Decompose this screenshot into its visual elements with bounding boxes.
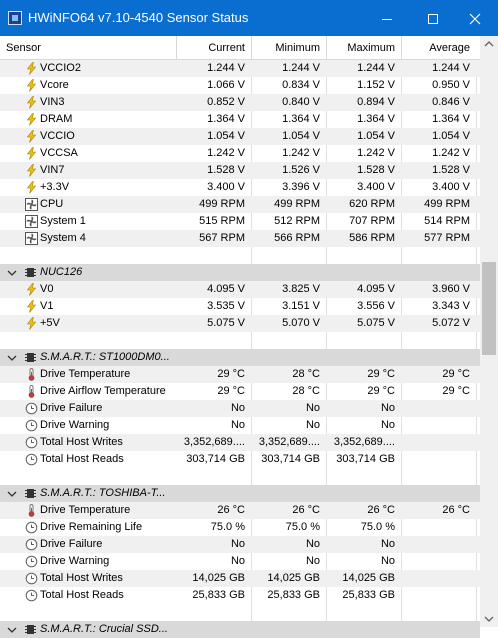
sensor-label: Drive Failure xyxy=(40,402,103,414)
average-value xyxy=(401,417,476,434)
column-header-maximum[interactable]: Maximum xyxy=(326,36,401,60)
average-value xyxy=(401,536,476,553)
voltage-icon xyxy=(25,283,38,296)
minimum-value: 566 RPM xyxy=(274,232,320,244)
minimum-value: 5.070 V xyxy=(282,317,320,329)
sensor-row[interactable] xyxy=(0,128,480,145)
sensor-label: Drive Warning xyxy=(40,419,110,431)
current-value: 1.066 V xyxy=(207,79,245,91)
maximum-value: No xyxy=(380,555,395,567)
sensor-row[interactable] xyxy=(0,179,480,196)
fan-icon xyxy=(25,232,38,245)
average-value: 5.072 V xyxy=(432,317,470,329)
voltage-icon xyxy=(25,181,38,194)
sensor-row[interactable] xyxy=(0,502,480,519)
maximum-value: 303,714 GB xyxy=(336,453,395,465)
column-header-sensor[interactable]: Sensor xyxy=(6,42,41,54)
current-value: No xyxy=(230,419,245,431)
thermometer-icon xyxy=(25,504,38,517)
fan-icon xyxy=(25,198,38,211)
chevron-down-icon[interactable] xyxy=(6,352,18,364)
chevron-down-icon xyxy=(480,610,498,627)
minimum-value: No xyxy=(305,419,320,431)
sensor-label: System 1 xyxy=(40,215,86,227)
sensor-row[interactable] xyxy=(0,434,480,451)
current-value: 75.0 % xyxy=(210,521,245,533)
sensor-label: Vcore xyxy=(40,79,69,91)
maximum-value: 25,833 GB xyxy=(342,589,395,601)
minimum-value: 3.151 V xyxy=(282,300,320,312)
maximum-value: 3.556 V xyxy=(357,300,395,312)
average-value xyxy=(401,451,476,468)
minimum-value: 28 °C xyxy=(292,368,320,380)
clock-icon xyxy=(25,572,38,585)
maximum-value: 5.075 V xyxy=(357,317,395,329)
average-value xyxy=(401,519,476,536)
window-title: HWiNFO64 v7.10-4540 Sensor Status xyxy=(28,10,249,25)
minimum-value: 1.242 V xyxy=(282,147,320,159)
sensor-row[interactable] xyxy=(0,162,480,179)
sensor-label: Total Host Writes xyxy=(40,572,123,584)
maximum-value: 0.894 V xyxy=(357,96,395,108)
minimum-value: 0.834 V xyxy=(282,79,320,91)
maximum-value: 29 °C xyxy=(367,368,395,380)
current-value: 0.852 V xyxy=(207,96,245,108)
minimum-value: 1.244 V xyxy=(282,62,320,74)
maximum-value: 1.528 V xyxy=(357,164,395,176)
vertical-scrollbar[interactable] xyxy=(480,36,498,627)
maximum-value: 1.242 V xyxy=(357,147,395,159)
current-value: 26 °C xyxy=(217,504,245,516)
maximum-value: 1.364 V xyxy=(357,113,395,125)
maximum-value: 1.152 V xyxy=(357,79,395,91)
maximum-value: No xyxy=(380,402,395,414)
current-value: 1.054 V xyxy=(207,130,245,142)
current-value: 1.364 V xyxy=(207,113,245,125)
current-value: 29 °C xyxy=(217,368,245,380)
current-value: 3.535 V xyxy=(207,300,245,312)
current-value: 4.095 V xyxy=(207,283,245,295)
clock-icon xyxy=(25,538,38,551)
clock-icon xyxy=(25,402,38,415)
sensor-row[interactable] xyxy=(0,383,480,400)
minimum-value: No xyxy=(305,402,320,414)
voltage-icon xyxy=(25,113,38,126)
average-value: 29 °C xyxy=(442,368,470,380)
maximum-value: No xyxy=(380,419,395,431)
sensor-group-title: S.M.A.R.T.: ST1000DM0... xyxy=(40,351,170,363)
sensor-row[interactable] xyxy=(0,196,480,213)
average-value: 29 °C xyxy=(442,385,470,397)
clock-icon xyxy=(25,521,38,534)
average-value: 26 °C xyxy=(442,504,470,516)
sensor-label: CPU xyxy=(40,198,64,210)
maximum-value: 29 °C xyxy=(367,385,395,397)
sensor-row[interactable] xyxy=(0,298,480,315)
sensor-label: System 4 xyxy=(40,232,86,244)
scrollbar-thumb[interactable] xyxy=(482,262,496,355)
app-icon xyxy=(8,11,22,25)
minimum-value: 0.840 V xyxy=(282,96,320,108)
sensor-label: DRAM xyxy=(40,113,73,125)
minimum-value: No xyxy=(305,538,320,550)
current-value: No xyxy=(230,555,245,567)
voltage-icon xyxy=(25,130,38,143)
sensor-row[interactable] xyxy=(0,417,480,434)
voltage-icon xyxy=(25,147,38,160)
chevron-down-icon[interactable] xyxy=(6,267,18,279)
minimum-value: 1.526 V xyxy=(282,164,320,176)
average-value xyxy=(401,400,476,417)
sensor-label: Drive Temperature xyxy=(40,368,131,380)
sensor-label: Drive Airflow Temperature xyxy=(40,385,166,397)
chip-icon xyxy=(24,487,37,500)
average-value xyxy=(401,434,476,451)
average-value: 499 RPM xyxy=(424,198,470,210)
average-value: 3.960 V xyxy=(432,283,470,295)
clock-icon xyxy=(25,555,38,568)
maximum-value: 3.400 V xyxy=(357,181,395,193)
sensor-row[interactable] xyxy=(0,145,480,162)
average-value: 1.364 V xyxy=(432,113,470,125)
voltage-icon xyxy=(25,96,38,109)
minimum-value: 499 RPM xyxy=(274,198,320,210)
current-value: 1.244 V xyxy=(207,62,245,74)
sensor-label: VCCIO2 xyxy=(40,62,81,74)
fan-icon xyxy=(25,215,38,228)
sensor-group-row[interactable] xyxy=(0,349,480,366)
thermometer-icon xyxy=(25,385,38,398)
sensor-group-title: S.M.A.R.T.: Crucial SSD... xyxy=(40,623,168,635)
minimum-value: 1.054 V xyxy=(282,130,320,142)
sensor-row[interactable] xyxy=(0,366,480,383)
maximum-value: 707 RPM xyxy=(349,215,395,227)
minimum-value: 3.825 V xyxy=(282,283,320,295)
sensor-row[interactable] xyxy=(0,536,480,553)
maximum-value: 586 RPM xyxy=(349,232,395,244)
spacer-row xyxy=(0,604,480,621)
sensor-group-title: NUC126 xyxy=(40,266,83,278)
maximum-value: 3,352,689.... xyxy=(333,436,395,448)
chevron-down-icon[interactable] xyxy=(6,624,18,636)
spacer-row xyxy=(0,332,480,349)
current-value: No xyxy=(230,402,245,414)
average-value: 1.242 V xyxy=(432,147,470,159)
sensor-row[interactable] xyxy=(0,77,480,94)
sensor-list[interactable] xyxy=(0,60,480,635)
maximum-value: 4.095 V xyxy=(357,283,395,295)
current-value: 567 RPM xyxy=(199,232,245,244)
minimum-value: 3,352,689.... xyxy=(258,436,320,448)
current-value: 25,833 GB xyxy=(192,589,245,601)
average-value: 1.054 V xyxy=(432,130,470,142)
voltage-icon xyxy=(25,164,38,177)
current-value: 515 RPM xyxy=(199,215,245,227)
sensor-label: Drive Remaining Life xyxy=(40,521,143,533)
chevron-down-icon[interactable] xyxy=(6,488,18,500)
sensor-row[interactable] xyxy=(0,281,480,298)
clock-icon xyxy=(25,589,38,602)
average-value: 0.950 V xyxy=(432,79,470,91)
sensor-label: VCCIO xyxy=(40,130,75,142)
sensor-row[interactable] xyxy=(0,519,480,536)
minimum-value: No xyxy=(305,555,320,567)
sensor-row[interactable] xyxy=(0,60,480,77)
column-header-minimum[interactable]: Minimum xyxy=(251,36,326,60)
sensor-group-title: S.M.A.R.T.: TOSHIBA-T... xyxy=(40,487,166,499)
average-value: 1.244 V xyxy=(432,62,470,74)
maximum-value: 1.054 V xyxy=(357,130,395,142)
sensor-label: Total Host Reads xyxy=(40,589,124,601)
maximize-icon xyxy=(428,14,438,24)
sensor-label: Total Host Writes xyxy=(40,436,123,448)
maximum-value: 75.0 % xyxy=(360,521,395,533)
minimum-value: 25,833 GB xyxy=(267,589,320,601)
thermometer-icon xyxy=(25,368,38,381)
sensor-row[interactable] xyxy=(0,400,480,417)
sensor-group-row[interactable] xyxy=(0,485,480,502)
scroll-down-button[interactable] xyxy=(480,610,498,627)
sensor-group-row[interactable] xyxy=(0,264,480,281)
average-value: 3.400 V xyxy=(432,181,470,193)
sensor-row[interactable] xyxy=(0,230,480,247)
current-value: 1.528 V xyxy=(207,164,245,176)
minimum-value: 303,714 GB xyxy=(261,453,320,465)
close-button[interactable] xyxy=(452,0,498,36)
voltage-icon xyxy=(25,62,38,75)
average-value: 577 RPM xyxy=(424,232,470,244)
sensor-label: VIN7 xyxy=(40,164,65,176)
sensor-row[interactable] xyxy=(0,111,480,128)
sensor-row[interactable] xyxy=(0,315,480,332)
spacer-row xyxy=(0,247,480,264)
minimum-value: 512 RPM xyxy=(274,215,320,227)
minimum-value: 28 °C xyxy=(292,385,320,397)
current-value: 14,025 GB xyxy=(192,572,245,584)
minimum-value: 75.0 % xyxy=(285,521,320,533)
sensor-row[interactable] xyxy=(0,570,480,587)
sensor-group-row[interactable] xyxy=(0,621,480,638)
sensor-label: Drive Failure xyxy=(40,538,103,550)
sensor-label: VCCSA xyxy=(40,147,78,159)
maximize-button[interactable] xyxy=(410,0,456,36)
sensor-label: V0 xyxy=(40,283,54,295)
current-value: 499 RPM xyxy=(199,198,245,210)
spacer-row xyxy=(0,468,480,485)
maximum-value: No xyxy=(380,538,395,550)
voltage-icon xyxy=(25,79,38,92)
minimum-value: 1.364 V xyxy=(282,113,320,125)
sensor-row[interactable] xyxy=(0,451,480,468)
average-value xyxy=(401,553,476,570)
minimize-button[interactable] xyxy=(364,0,410,36)
average-value: 0.846 V xyxy=(432,96,470,108)
voltage-icon xyxy=(25,317,38,330)
chip-icon xyxy=(24,351,37,364)
current-value: 29 °C xyxy=(217,385,245,397)
scroll-up-button[interactable] xyxy=(480,36,498,53)
column-header-current[interactable]: Current xyxy=(176,36,251,60)
title-bar[interactable] xyxy=(0,0,498,36)
average-value: 514 RPM xyxy=(424,215,470,227)
chip-icon xyxy=(24,623,37,636)
minimum-value: 3.396 V xyxy=(282,181,320,193)
average-value: 3.343 V xyxy=(432,300,470,312)
sensor-row[interactable] xyxy=(0,94,480,111)
sensor-row[interactable] xyxy=(0,213,480,230)
clock-icon xyxy=(25,436,38,449)
current-value: 3,352,689.... xyxy=(183,436,245,448)
clock-icon xyxy=(25,453,38,466)
average-value: 1.528 V xyxy=(432,164,470,176)
minimum-value: 14,025 GB xyxy=(267,572,320,584)
minimum-value: 26 °C xyxy=(292,504,320,516)
sensor-row[interactable] xyxy=(0,587,480,604)
maximum-value: 620 RPM xyxy=(349,198,395,210)
sensor-label: Drive Warning xyxy=(40,555,110,567)
minimize-icon xyxy=(382,19,392,20)
close-icon xyxy=(469,13,481,25)
average-value xyxy=(401,570,476,587)
voltage-icon xyxy=(25,300,38,313)
maximum-value: 1.244 V xyxy=(357,62,395,74)
sensor-label: +5V xyxy=(40,317,60,329)
sensor-label: Total Host Reads xyxy=(40,453,124,465)
chip-icon xyxy=(24,266,37,279)
current-value: 1.242 V xyxy=(207,147,245,159)
average-value xyxy=(401,587,476,604)
sensor-label: Drive Temperature xyxy=(40,504,131,516)
maximum-value: 26 °C xyxy=(367,504,395,516)
clock-icon xyxy=(25,419,38,432)
sensor-label: V1 xyxy=(40,300,54,312)
current-value: 303,714 GB xyxy=(186,453,245,465)
column-header-average[interactable]: Average xyxy=(401,36,476,60)
current-value: No xyxy=(230,538,245,550)
sensor-label: VIN3 xyxy=(40,96,65,108)
sensor-row[interactable] xyxy=(0,553,480,570)
current-value: 3.400 V xyxy=(207,181,245,193)
current-value: 5.075 V xyxy=(207,317,245,329)
maximum-value: 14,025 GB xyxy=(342,572,395,584)
column-header xyxy=(0,36,480,60)
chevron-up-icon xyxy=(480,36,498,53)
sensor-label: +3.3V xyxy=(40,181,70,193)
